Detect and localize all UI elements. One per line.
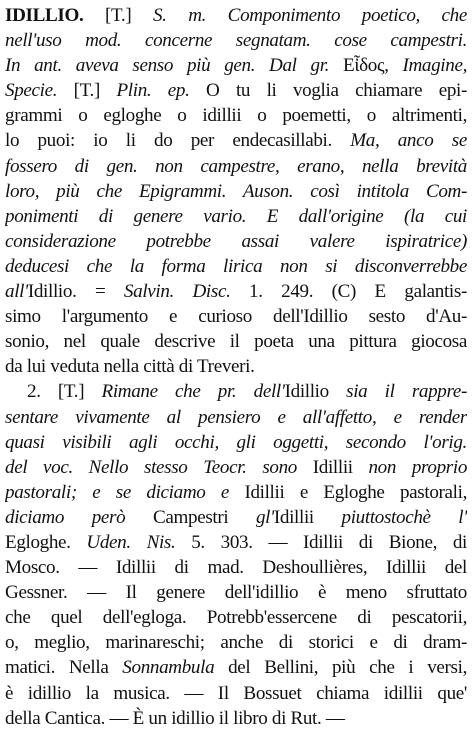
italic-run: ponimenti di genere vario. E dall'origine (la cui [5, 205, 467, 227]
text-line [5, 304, 467, 329]
text-run: 5. 303. — Idillii di Bione, di [175, 531, 467, 553]
text-line [5, 379, 467, 404]
text-run: è idillio la musica. — Il Bossuet chiama idillii que' [5, 682, 467, 704]
text-line [5, 480, 467, 505]
text-line [5, 655, 467, 680]
text-run: che quel dell'egloga. Potrebb'essercene di pescatorii, [5, 607, 467, 629]
italic-run: fossero di gen. non campestre, erano, nella brevità [5, 155, 467, 177]
text-run: da lui veduta nella città di Treveri. [5, 356, 255, 378]
text-run: Egloghe. [5, 531, 87, 553]
text-run: grammi o egloghe o idillii o poemetti, o altrimenti, [5, 105, 467, 127]
text-line [5, 254, 467, 279]
text-run: simo l'argumento e curioso dell'Idillio sesto d'Au- [5, 306, 467, 328]
text-run: O tu li voglia chiamare epi- [189, 80, 467, 102]
italic-run: all' [5, 281, 28, 303]
text-line [5, 630, 467, 655]
text-line [5, 430, 467, 455]
italic-run: del voc. Nello stesso Teocr. sono [5, 456, 313, 478]
italic-run: , Imagine, [384, 55, 467, 77]
text-line [5, 681, 467, 706]
text-line [5, 555, 467, 580]
text-line [5, 204, 467, 229]
italic-run: sentare vivamente al pensiero e all'affetto, e render [5, 406, 467, 428]
text-line [5, 354, 467, 379]
text-run: Idillio [284, 381, 347, 403]
italic-run: Rimane che pr. dell' [101, 381, 285, 403]
italic-run: Plin. ep. [116, 80, 190, 102]
italic-run: S. m. Componimento poetico, che [152, 5, 467, 26]
italic-run: nell'uso mod. concerne segnatam. cose campestri. [5, 30, 467, 52]
text-line [5, 154, 467, 179]
text-line [5, 455, 467, 480]
text-line [5, 3, 467, 28]
entry-idillio-sense-2 [5, 379, 467, 730]
text-line [5, 28, 467, 53]
italic-run: loro, più che Epigrammi. Auson. così intitola Com- [5, 180, 467, 202]
italic-run: piuttostochè l' [341, 506, 467, 528]
text-run: della Cantica. — È un idillio il libro di Rut. — [5, 707, 345, 729]
italic-run: Specie. [5, 80, 58, 102]
text-run: Mosco. — Idillii di mad. Deshoullières, Idillii del [5, 557, 467, 579]
text-line [5, 179, 467, 204]
text-line [5, 229, 467, 254]
text-line [5, 78, 467, 103]
text-run: matici. Nella [5, 657, 123, 679]
italic-run: considerazione potrebbe assai valere ispiratrice) [5, 230, 467, 252]
text-run: 1. 249. (C) E galantis- [230, 281, 467, 303]
text-run: Campestri [152, 506, 256, 528]
text-line [5, 279, 467, 304]
italic-run: diciamo però [5, 506, 153, 528]
text-run: Idillii e Egloghe pastorali, [244, 481, 467, 503]
italic-run: pastorali; e se diciamo e [5, 481, 245, 503]
text-run: sonio, nel quale descrive il poeta una pittura giocosa [5, 331, 467, 353]
text-run: Idillii [312, 456, 369, 478]
text-run: Εἶδος [343, 55, 385, 77]
italic-run: Ma, anco se [350, 130, 467, 152]
italic-run: Sonnambula [122, 657, 215, 679]
text-line [5, 128, 467, 153]
italic-run: gl' [255, 506, 274, 528]
italic-run: Salvin. Disc. [123, 281, 231, 303]
text-run: o, meglio, marinareschi; anche di storici e di dram- [5, 632, 467, 654]
text-line [5, 329, 467, 354]
text-run: lo puoi: io li do per endecasillabi. [5, 130, 351, 152]
text-line [5, 530, 467, 555]
italic-run: quasi visibili agli occhi, gli oggetti, secondo l'orig. [5, 431, 467, 453]
italic-run: sia il rappre- [346, 381, 467, 403]
text-line [5, 605, 467, 630]
text-run: del Bellini, più che i versi, [214, 657, 467, 679]
text-line [5, 505, 467, 530]
text-run: Idillio. = [27, 281, 124, 303]
text-line [5, 580, 467, 605]
text-run: [T.] [57, 80, 117, 102]
text-run: Idillii [273, 506, 342, 528]
italic-run: In ant. aveva senso più gen. Dal gr. [5, 55, 343, 77]
text-run: Gessner. — Il genere dell'idillio è meno sfruttato [5, 582, 467, 604]
text-run: [T.] [83, 5, 153, 26]
text-line [5, 53, 467, 78]
text-line [5, 405, 467, 430]
text-run: 2. [T.] [27, 381, 102, 403]
headword: IDILLIO. [5, 5, 84, 26]
text-line [5, 103, 467, 128]
entry-idillio [5, 3, 467, 379]
text-line [5, 706, 467, 731]
italic-run: non proprio [368, 456, 467, 478]
italic-run: deducesi che la forma lirica non si disconverrebbe [5, 255, 467, 277]
italic-run: Uden. Nis. [86, 531, 176, 553]
